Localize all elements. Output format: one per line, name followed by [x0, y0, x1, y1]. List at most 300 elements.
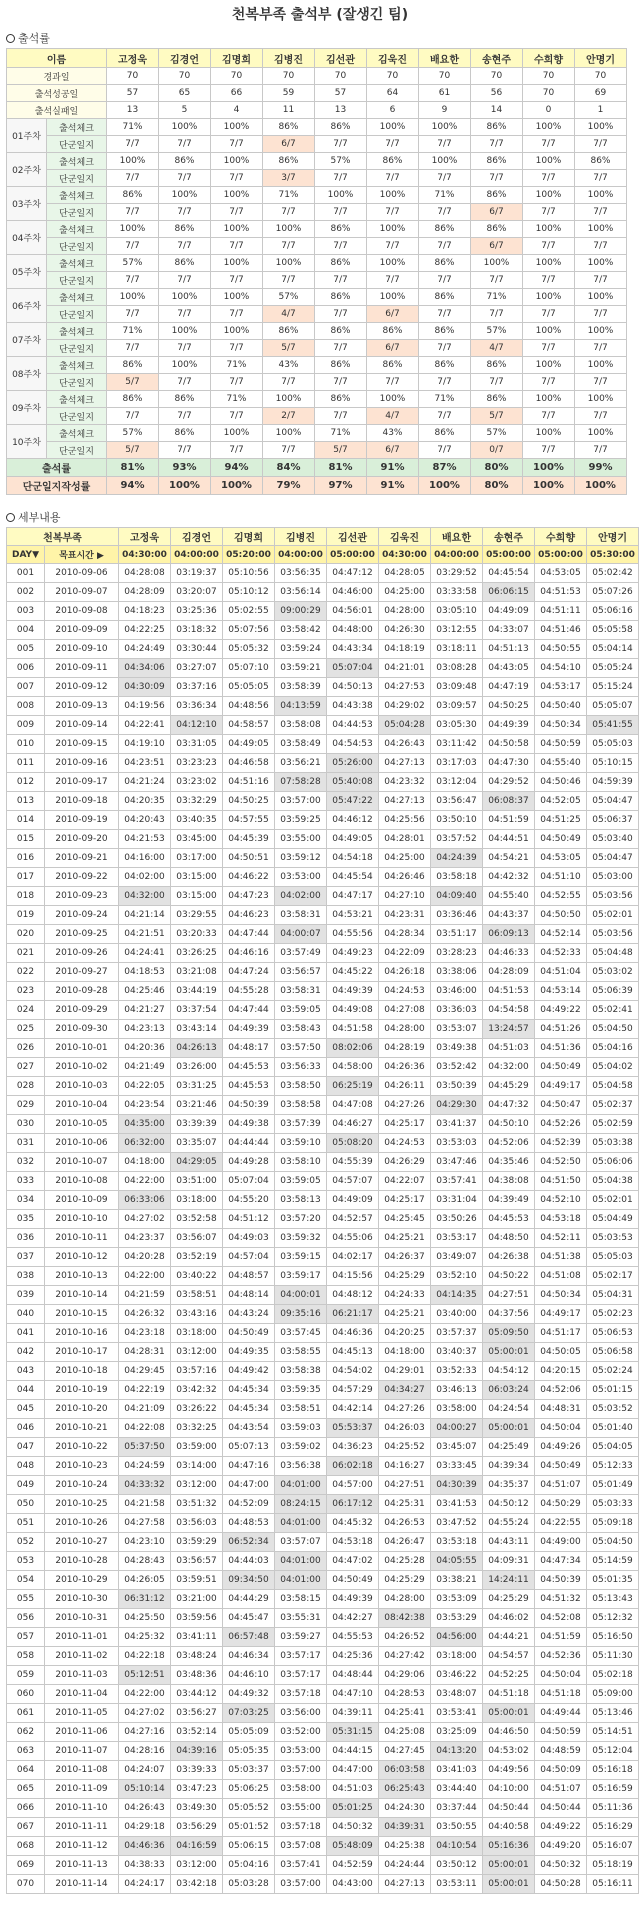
wake-time: 05:05:32 [223, 640, 275, 659]
wake-time: 04:21:27 [119, 1001, 171, 1020]
table-row [7, 1685, 639, 1704]
week-check-row [7, 187, 627, 204]
diary-value: 7/7 [367, 204, 419, 221]
wake-time: 04:50:39 [535, 1571, 587, 1590]
wake-time: 03:56:07 [171, 1229, 223, 1248]
wake-time: 04:50:05 [535, 1343, 587, 1362]
wake-time: 05:07:56 [223, 621, 275, 640]
wake-time: 04:51:53 [535, 583, 587, 602]
wake-time: 04:27:51 [483, 1286, 535, 1305]
wake-time: 03:56:00 [275, 1704, 327, 1723]
check-value: 100% [211, 255, 263, 272]
wake-time: 04:46:10 [223, 1666, 275, 1685]
date: 2010-10-05 [45, 1115, 119, 1134]
stat-value: 11 [263, 102, 315, 119]
summary-value: 80% [471, 477, 523, 495]
check-value: 57% [263, 289, 315, 306]
wake-time: 04:45:54 [483, 564, 535, 583]
wake-time: 05:04:49 [587, 1210, 639, 1229]
wake-time: 05:16:50 [587, 1628, 639, 1647]
wake-time: 03:52:58 [171, 1210, 223, 1229]
member-name: 안명기 [587, 528, 639, 546]
day-number: 033 [7, 1172, 45, 1191]
table-row [7, 849, 639, 868]
wake-time: 03:53:17 [431, 1229, 483, 1248]
wake-time: 04:39:34 [483, 1457, 535, 1476]
wake-time: 03:23:23 [171, 754, 223, 773]
wake-time: 04:43:11 [483, 1533, 535, 1552]
summary-value: 91% [367, 459, 419, 477]
table-row [7, 963, 639, 982]
wake-time: 04:22:00 [119, 1172, 171, 1191]
wake-time: 04:27:42 [379, 1647, 431, 1666]
wake-time: 04:53:02 [483, 1742, 535, 1761]
diary-value: 7/7 [575, 408, 627, 425]
date: 2010-10-28 [45, 1552, 119, 1571]
wake-time: 04:44:44 [223, 1134, 275, 1153]
wake-time: 04:32:00 [483, 1058, 535, 1077]
wake-time: 04:05:55 [431, 1552, 483, 1571]
wake-time: 04:21:14 [119, 906, 171, 925]
diary-value: 7/7 [419, 374, 471, 391]
diary-value: 7/7 [263, 204, 315, 221]
wake-time: 04:25:08 [379, 1723, 431, 1742]
wake-time: 06:21:17 [327, 1305, 379, 1324]
wake-time: 05:12:33 [587, 1457, 639, 1476]
wake-time: 03:58:58 [275, 1096, 327, 1115]
wake-time: 04:58:57 [223, 716, 275, 735]
wake-time: 04:43:00 [327, 1875, 379, 1894]
wake-time: 03:56:14 [275, 583, 327, 602]
table-row [7, 1628, 639, 1647]
wake-time: 05:12:32 [587, 1609, 639, 1628]
stat-value: 70 [315, 68, 367, 85]
summary-value: 93% [159, 459, 211, 477]
wake-time: 04:23:37 [119, 1229, 171, 1248]
wake-time: 04:47:34 [535, 1552, 587, 1571]
wake-time: 04:51:12 [223, 1210, 275, 1229]
wake-time: 05:07:10 [223, 659, 275, 678]
wake-time: 04:02:00 [275, 887, 327, 906]
diary-value: 7/7 [575, 442, 627, 459]
wake-time: 04:48:12 [327, 1286, 379, 1305]
check-value: 86% [419, 425, 471, 442]
week-diary-row [7, 204, 627, 221]
wake-time: 03:52:19 [171, 1248, 223, 1267]
wake-time: 03:59:27 [275, 1628, 327, 1647]
wake-time: 04:51:03 [483, 1039, 535, 1058]
summary-value: 81% [107, 459, 159, 477]
wake-time: 03:17:00 [171, 849, 223, 868]
wake-time: 04:26:11 [379, 1077, 431, 1096]
wake-time: 04:44:15 [327, 1742, 379, 1761]
wake-time: 04:38:33 [119, 1856, 171, 1875]
check-value: 86% [107, 187, 159, 204]
wake-time: 04:49:09 [483, 602, 535, 621]
diary-value: 7/7 [419, 408, 471, 425]
wake-time: 03:58:55 [275, 1343, 327, 1362]
table-row [7, 1267, 639, 1286]
wake-time: 06:02:18 [327, 1457, 379, 1476]
date: 2010-09-20 [45, 830, 119, 849]
summary-value: 87% [419, 459, 471, 477]
wake-time: 05:16:36 [483, 1837, 535, 1856]
wake-time: 04:28:34 [379, 925, 431, 944]
wake-time: 04:25:46 [119, 982, 171, 1001]
wake-time: 03:43:16 [171, 1305, 223, 1324]
summary-label: 단군일지작성률 [7, 477, 107, 495]
details-table [6, 527, 639, 1894]
wake-time: 03:18:00 [171, 1191, 223, 1210]
date: 2010-10-27 [45, 1533, 119, 1552]
wake-time: 04:45:34 [223, 1381, 275, 1400]
diary-value: 7/7 [159, 374, 211, 391]
wake-time: 04:27:26 [379, 1096, 431, 1115]
check-value: 86% [419, 221, 471, 238]
table-row [7, 640, 639, 659]
wake-time: 03:48:36 [171, 1666, 223, 1685]
wake-time: 04:34:27 [379, 1381, 431, 1400]
diary-value: 7/7 [523, 170, 575, 187]
week-diary-row [7, 136, 627, 153]
wake-time: 03:40:22 [171, 1267, 223, 1286]
wake-time: 04:25:21 [379, 1305, 431, 1324]
wake-time: 04:55:06 [327, 1229, 379, 1248]
wake-time: 04:44:51 [483, 830, 535, 849]
wake-time: 03:58:50 [275, 1077, 327, 1096]
wake-time: 04:53:14 [535, 982, 587, 1001]
wake-time: 04:09:40 [431, 887, 483, 906]
wake-time: 04:25:45 [379, 1210, 431, 1229]
wake-time: 04:25:00 [379, 849, 431, 868]
day-number: 034 [7, 1191, 45, 1210]
date: 2010-11-10 [45, 1799, 119, 1818]
wake-time: 04:50:49 [223, 1324, 275, 1343]
wake-time: 04:27:02 [119, 1704, 171, 1723]
diary-value: 5/7 [315, 442, 367, 459]
check-value: 86% [575, 153, 627, 170]
wake-time: 04:18:53 [119, 963, 171, 982]
table-row [7, 716, 639, 735]
wake-time: 04:51:58 [327, 1020, 379, 1039]
wake-time: 06:31:12 [119, 1590, 171, 1609]
date: 2010-10-21 [45, 1419, 119, 1438]
wake-time: 04:28:19 [379, 1039, 431, 1058]
member-name: 안명기 [575, 49, 627, 68]
wake-time: 04:20:28 [119, 1248, 171, 1267]
wake-time: 04:27:45 [379, 1742, 431, 1761]
goal-time-label: 목표시간 ▶ [45, 546, 119, 564]
diary-value: 7/7 [575, 204, 627, 221]
wake-time: 04:26:05 [119, 1571, 171, 1590]
diary-label: 단군일지 [47, 442, 107, 459]
wake-time: 04:22:08 [119, 1419, 171, 1438]
wake-time: 04:50:32 [535, 1856, 587, 1875]
check-value: 86% [159, 153, 211, 170]
diary-value: 7/7 [419, 306, 471, 323]
wake-time: 04:26:43 [119, 1799, 171, 1818]
wake-time: 04:25:29 [379, 1267, 431, 1286]
check-label: 출석체크 [47, 323, 107, 340]
wake-time: 04:28:43 [119, 1552, 171, 1571]
wake-time: 03:42:32 [171, 1381, 223, 1400]
wake-time: 04:46:58 [223, 754, 275, 773]
wake-time: 04:23:13 [119, 1020, 171, 1039]
wake-time: 04:46:36 [327, 1324, 379, 1343]
day-number: 045 [7, 1400, 45, 1419]
wake-time: 03:59:03 [275, 1419, 327, 1438]
wake-time: 04:49:17 [535, 1305, 587, 1324]
wake-time: 04:49:09 [327, 1191, 379, 1210]
day-number: 058 [7, 1647, 45, 1666]
wake-time: 05:02:17 [587, 1267, 639, 1286]
diary-value: 7/7 [575, 272, 627, 289]
wake-time: 04:50:51 [223, 849, 275, 868]
day-number: 032 [7, 1153, 45, 1172]
stat-label: 출석성공일 [7, 85, 107, 102]
date: 2010-10-23 [45, 1457, 119, 1476]
wake-time: 03:26:00 [171, 1058, 223, 1077]
wake-time: 04:43:54 [223, 1419, 275, 1438]
check-value: 86% [263, 323, 315, 340]
table-row [7, 1609, 639, 1628]
wake-time: 03:37:16 [171, 678, 223, 697]
wake-time: 04:37:56 [483, 1305, 535, 1324]
wake-time: 03:46:00 [431, 982, 483, 1001]
wake-time: 04:39:49 [483, 1191, 535, 1210]
wake-time: 06:17:12 [327, 1495, 379, 1514]
table-row [7, 1001, 639, 1020]
wake-time: 05:05:05 [223, 678, 275, 697]
diary-value: 7/7 [315, 306, 367, 323]
wake-time: 04:51:18 [483, 1685, 535, 1704]
wake-time: 04:22:05 [119, 1077, 171, 1096]
wake-time: 04:48:17 [223, 1039, 275, 1058]
wake-time: 05:03:28 [223, 1875, 275, 1894]
wake-time: 03:33:58 [431, 583, 483, 602]
check-value: 100% [211, 323, 263, 340]
wake-time: 04:24:53 [379, 1134, 431, 1153]
member-name: 김선관 [327, 528, 379, 546]
check-value: 86% [263, 119, 315, 136]
wake-time: 06:33:06 [119, 1191, 171, 1210]
wake-time: 03:35:07 [171, 1134, 223, 1153]
wake-time: 04:45:13 [327, 1343, 379, 1362]
check-value: 57% [471, 425, 523, 442]
wake-time: 04:22:09 [379, 944, 431, 963]
check-value: 100% [367, 119, 419, 136]
wake-time: 08:02:06 [327, 1039, 379, 1058]
wake-time: 05:05:35 [223, 1742, 275, 1761]
wake-time: 04:29:05 [171, 1153, 223, 1172]
check-value: 86% [367, 153, 419, 170]
summary-value: 99% [575, 459, 627, 477]
diary-value: 7/7 [523, 136, 575, 153]
wake-time: 03:57:18 [275, 1685, 327, 1704]
member-name: 김병진 [263, 49, 315, 68]
wake-time: 03:12:04 [431, 773, 483, 792]
wake-time: 03:39:39 [171, 1115, 223, 1134]
wake-time: 04:49:08 [327, 1001, 379, 1020]
wake-time: 04:21:24 [119, 773, 171, 792]
wake-time: 04:24:17 [119, 1875, 171, 1894]
wake-time: 03:25:09 [431, 1723, 483, 1742]
wake-time: 03:55:31 [275, 1609, 327, 1628]
check-label: 출석체크 [47, 289, 107, 306]
wake-time: 03:59:29 [171, 1533, 223, 1552]
wake-time: 05:09:18 [587, 1514, 639, 1533]
wake-time: 04:47:19 [483, 678, 535, 697]
diary-value: 7/7 [107, 204, 159, 221]
wake-time: 06:32:00 [119, 1134, 171, 1153]
table-row [7, 1020, 639, 1039]
week-label: 02주차 [7, 153, 47, 187]
week-check-row [7, 289, 627, 306]
wake-time: 03:14:00 [171, 1457, 223, 1476]
table-row [7, 1134, 639, 1153]
wake-time: 03:17:03 [431, 754, 483, 773]
day-number: 067 [7, 1818, 45, 1837]
goal-time-row [7, 546, 639, 564]
wake-time: 04:23:51 [119, 754, 171, 773]
diary-value: 5/7 [471, 408, 523, 425]
wake-time: 04:51:46 [535, 621, 587, 640]
stat-value: 70 [211, 68, 263, 85]
table-row [7, 982, 639, 1001]
wake-time: 03:49:07 [431, 1248, 483, 1267]
week-label: 10주차 [7, 425, 47, 459]
table-row [7, 1495, 639, 1514]
wake-time: 04:50:44 [483, 1799, 535, 1818]
wake-time: 04:43:37 [483, 906, 535, 925]
wake-time: 05:02:41 [587, 1001, 639, 1020]
day-number: 050 [7, 1495, 45, 1514]
diary-value: 7/7 [471, 306, 523, 323]
date: 2010-10-20 [45, 1400, 119, 1419]
wake-time: 04:45:34 [223, 1400, 275, 1419]
table-row [7, 1324, 639, 1343]
wake-time: 04:20:35 [119, 792, 171, 811]
wake-time: 04:47:16 [223, 1457, 275, 1476]
wake-time: 05:05:52 [223, 1799, 275, 1818]
wake-time: 04:25:28 [379, 1552, 431, 1571]
date: 2010-10-03 [45, 1077, 119, 1096]
wake-time: 04:53:18 [535, 1210, 587, 1229]
wake-time: 04:50:44 [535, 1799, 587, 1818]
diary-value: 7/7 [523, 238, 575, 255]
summary-value: 80% [471, 459, 523, 477]
date: 2010-09-25 [45, 925, 119, 944]
week-label: 09주차 [7, 391, 47, 425]
check-value: 86% [419, 357, 471, 374]
wake-time: 04:23:10 [119, 1533, 171, 1552]
wake-time: 03:50:10 [431, 811, 483, 830]
date: 2010-09-18 [45, 792, 119, 811]
date: 2010-10-18 [45, 1362, 119, 1381]
check-value: 100% [367, 221, 419, 238]
day-number: 053 [7, 1552, 45, 1571]
day-number: 016 [7, 849, 45, 868]
wake-time: 05:04:02 [587, 1058, 639, 1077]
wake-time: 03:53:03 [431, 1134, 483, 1153]
wake-time: 04:22:41 [119, 716, 171, 735]
check-value: 100% [419, 153, 471, 170]
date: 2010-09-19 [45, 811, 119, 830]
wake-time: 03:21:00 [171, 1590, 223, 1609]
wake-time: 04:45:53 [483, 1210, 535, 1229]
day-number: 015 [7, 830, 45, 849]
stat-value: 70 [107, 68, 159, 85]
check-value: 100% [159, 187, 211, 204]
wake-time: 04:26:53 [379, 1514, 431, 1533]
wake-time: 03:29:55 [171, 906, 223, 925]
wake-time: 05:07:13 [223, 1438, 275, 1457]
wake-time: 09:34:50 [223, 1571, 275, 1590]
diary-value: 7/7 [523, 204, 575, 221]
wake-time: 04:53:17 [535, 678, 587, 697]
wake-time: 03:48:07 [431, 1685, 483, 1704]
wake-time: 04:26:36 [379, 1058, 431, 1077]
stat-value: 65 [159, 85, 211, 102]
stat-value: 1 [575, 102, 627, 119]
table-row [7, 754, 639, 773]
check-value: 100% [211, 289, 263, 306]
table-row [7, 1153, 639, 1172]
wake-time: 03:52:10 [431, 1267, 483, 1286]
wake-time: 04:54:10 [535, 659, 587, 678]
wake-time: 04:56:00 [431, 1628, 483, 1647]
check-value: 100% [367, 391, 419, 408]
member-name: 송현주 [483, 528, 535, 546]
wake-time: 03:12:00 [171, 1856, 223, 1875]
wake-time: 04:23:54 [119, 1096, 171, 1115]
check-value: 100% [575, 289, 627, 306]
wake-time: 04:26:13 [171, 1039, 223, 1058]
wake-time: 05:03:52 [587, 1400, 639, 1419]
wake-time: 03:15:00 [171, 868, 223, 887]
summary-value: 100% [419, 477, 471, 495]
wake-time: 04:47:00 [327, 1761, 379, 1780]
wake-time: 04:47:12 [327, 564, 379, 583]
table-row [7, 1875, 639, 1894]
check-value: 100% [523, 425, 575, 442]
date: 2010-10-07 [45, 1153, 119, 1172]
wake-time: 05:06:37 [587, 811, 639, 830]
date: 2010-11-04 [45, 1685, 119, 1704]
day-number: 007 [7, 678, 45, 697]
wake-time: 03:45:07 [431, 1438, 483, 1457]
wake-time: 03:58:13 [275, 1191, 327, 1210]
wake-time: 04:25:56 [379, 811, 431, 830]
wake-time: 04:50:34 [535, 716, 587, 735]
wake-time: 03:57:45 [275, 1324, 327, 1343]
diary-value: 7/7 [315, 408, 367, 425]
wake-time: 04:46:16 [223, 944, 275, 963]
diary-value: 3/7 [263, 170, 315, 187]
wake-time: 04:55:24 [483, 1514, 535, 1533]
wake-time: 06:52:34 [223, 1533, 275, 1552]
wake-time: 04:24:33 [379, 1286, 431, 1305]
check-value: 100% [471, 255, 523, 272]
wake-time: 03:49:30 [171, 1799, 223, 1818]
wake-time: 03:53:41 [431, 1704, 483, 1723]
wake-time: 04:36:23 [327, 1438, 379, 1457]
wake-time: 03:59:02 [275, 1438, 327, 1457]
wake-time: 04:46:00 [327, 583, 379, 602]
wake-time: 03:58:10 [275, 1153, 327, 1172]
wake-time: 03:23:02 [171, 773, 223, 792]
wake-time: 05:12:04 [587, 1742, 639, 1761]
